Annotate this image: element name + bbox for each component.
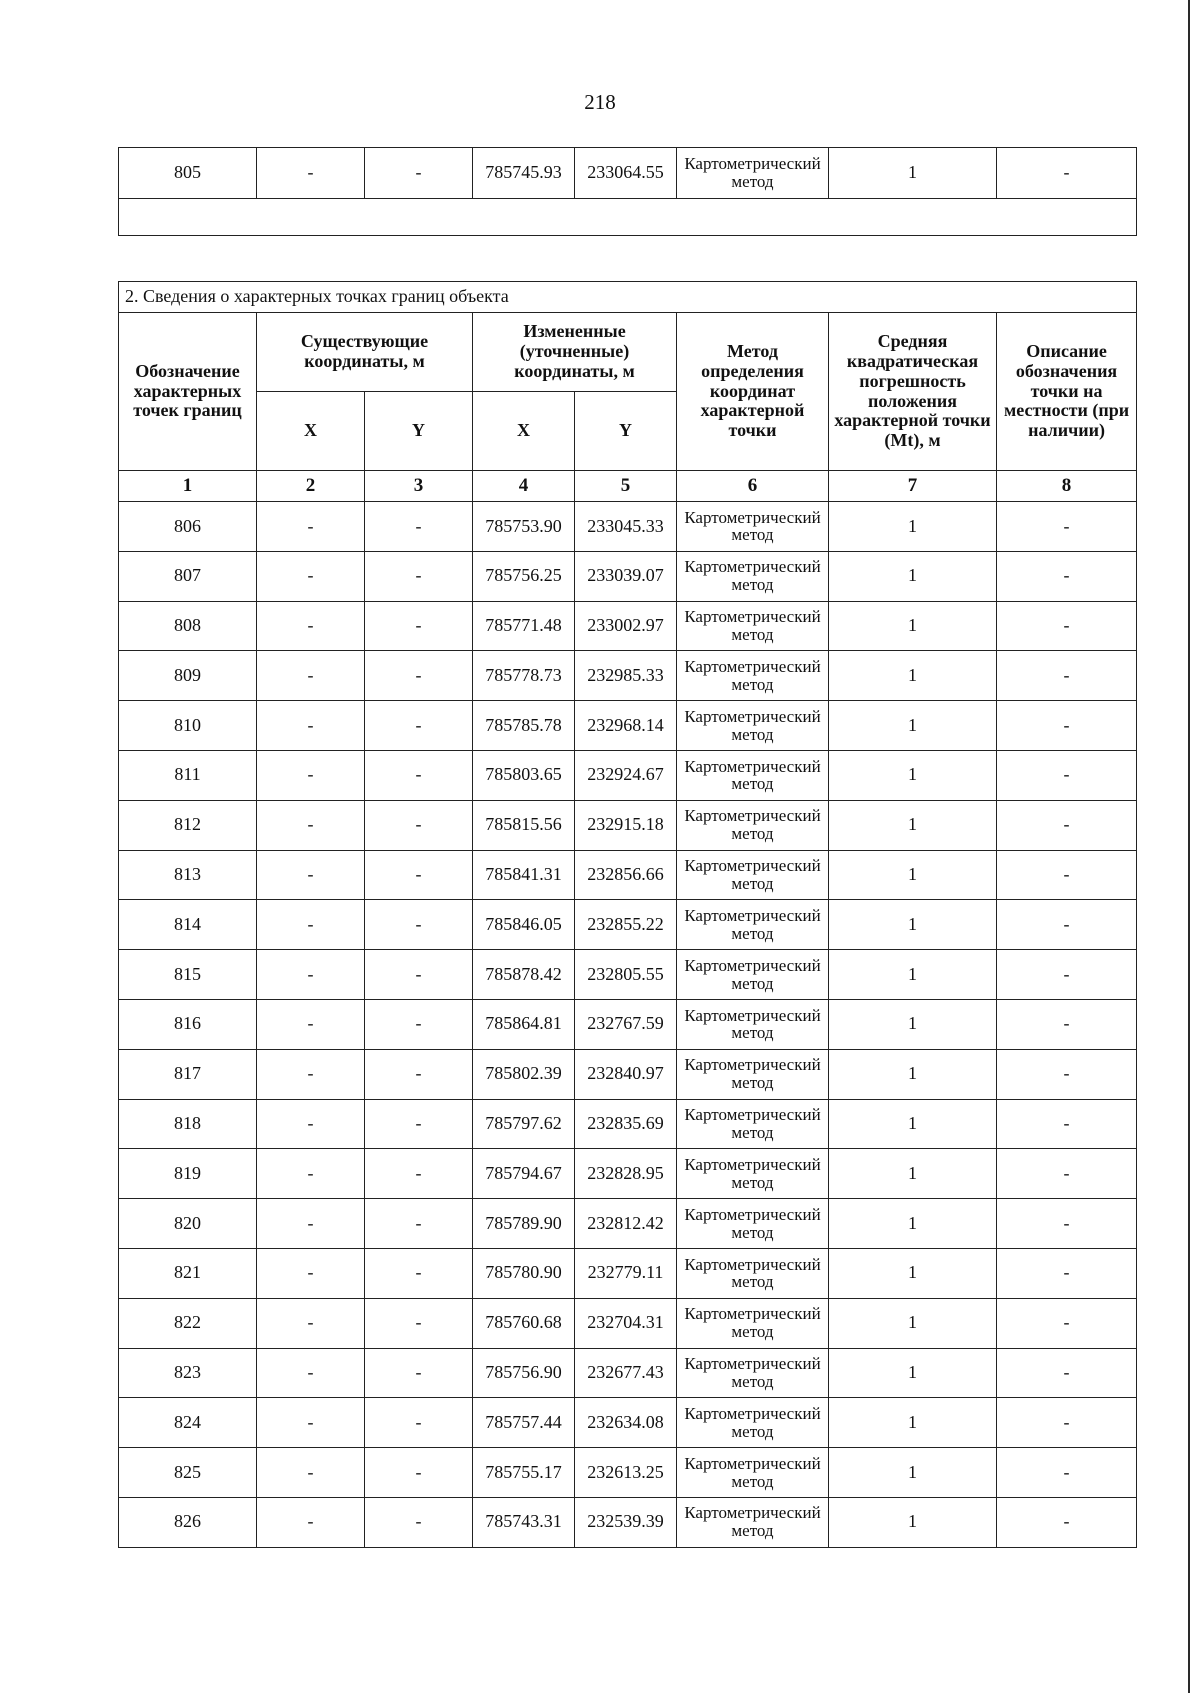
cell-x-existing: - (257, 850, 365, 900)
cell-method: Картометрический метод (677, 950, 829, 1000)
cell-point: 819 (119, 1149, 257, 1199)
cell-y-changed: 232779.11 (575, 1248, 677, 1298)
table-row (119, 551, 1137, 601)
cell-mt: 1 (829, 850, 997, 900)
cell-point: 825 (119, 1448, 257, 1498)
column-number: 2 (257, 471, 365, 502)
cell-x-existing: - (257, 1248, 365, 1298)
cell-y-existing: - (365, 651, 473, 701)
cell-method: Картометрический метод (677, 1448, 829, 1498)
cell-mt: 1 (829, 701, 997, 751)
cell-y-changed: 232613.25 (575, 1448, 677, 1498)
cell-x-changed: 785745.93 (473, 148, 575, 199)
table-row (119, 701, 1137, 751)
continuation-table (118, 147, 1137, 236)
table-row (119, 850, 1137, 900)
cell-y-changed: 232985.33 (575, 651, 677, 701)
cell-mt: 1 (829, 1099, 997, 1149)
cell-mt: 1 (829, 1248, 997, 1298)
cell-y-existing: - (365, 1298, 473, 1348)
cell-y-existing: - (365, 601, 473, 651)
cell-method: Картометрический метод (677, 1348, 829, 1398)
cell-point: 821 (119, 1248, 257, 1298)
cell-description: - (997, 1398, 1137, 1448)
cell-y-changed: 233064.55 (575, 148, 677, 199)
cell-description: - (997, 900, 1137, 950)
cell-y-existing: - (365, 1199, 473, 1249)
cell-y-changed: 232812.42 (575, 1199, 677, 1249)
cell-x-changed: 785785.78 (473, 701, 575, 751)
cell-method: Картометрический метод (677, 800, 829, 850)
cell-mt: 1 (829, 1199, 997, 1249)
cell-point: 824 (119, 1398, 257, 1448)
cell-mt: 1 (829, 999, 997, 1049)
cell-x-changed: 785789.90 (473, 1199, 575, 1249)
boundary-points-table (118, 281, 1137, 1548)
cell-y-changed: 232855.22 (575, 900, 677, 950)
column-number: 5 (575, 471, 677, 502)
cell-mt: 1 (829, 1298, 997, 1348)
cell-y-changed: 232828.95 (575, 1149, 677, 1199)
cell-y-existing: - (365, 551, 473, 601)
cell-y-existing: - (365, 1248, 473, 1298)
table-row (119, 601, 1137, 651)
cell-x-existing: - (257, 1149, 365, 1199)
table-row (119, 1448, 1137, 1498)
cell-x-existing: - (257, 800, 365, 850)
cell-y-changed: 232677.43 (575, 1348, 677, 1398)
cell-y-existing: - (365, 1398, 473, 1448)
header-point: Обозначение характерных точек границ (119, 313, 257, 471)
cell-method: Картометрический метод (677, 1099, 829, 1149)
cell-x-existing: - (257, 1398, 365, 1448)
cell-y-existing: - (365, 1049, 473, 1099)
table-row (119, 1049, 1137, 1099)
column-number: 4 (473, 471, 575, 502)
table-row (119, 1497, 1137, 1547)
cell-x-existing: - (257, 1448, 365, 1498)
cell-y-changed: 232805.55 (575, 950, 677, 1000)
cell-description: - (997, 1348, 1137, 1398)
cell-x-existing: - (257, 1049, 365, 1099)
table-row (119, 1248, 1137, 1298)
header-mt: Средняя квадратическая погрешность положения характерной точки (Mt), м (829, 313, 997, 471)
cell-mt: 1 (829, 651, 997, 701)
cell-y-existing: - (365, 850, 473, 900)
cell-description: - (997, 1049, 1137, 1099)
table-row (119, 900, 1137, 950)
cell-x-existing: - (257, 148, 365, 199)
cell-mt: 1 (829, 148, 997, 199)
cell-method: Картометрический метод (677, 502, 829, 552)
cell-x-existing: - (257, 701, 365, 751)
cell-x-changed: 785743.31 (473, 1497, 575, 1547)
table-row (119, 800, 1137, 850)
cell-description: - (997, 551, 1137, 601)
cell-description: - (997, 800, 1137, 850)
cell-y-changed: 233039.07 (575, 551, 677, 601)
cell-mt: 1 (829, 601, 997, 651)
table-row (119, 1298, 1137, 1348)
cell-point: 814 (119, 900, 257, 950)
cell-x-changed: 785753.90 (473, 502, 575, 552)
cell-point: 807 (119, 551, 257, 601)
cell-mt: 1 (829, 750, 997, 800)
table-row (119, 1348, 1137, 1398)
cell-method: Картометрический метод (677, 1298, 829, 1348)
cell-y-existing: - (365, 800, 473, 850)
cell-method: Картометрический метод (677, 601, 829, 651)
cell-method: Картометрический метод (677, 551, 829, 601)
cell-y-changed: 232915.18 (575, 800, 677, 850)
section-title: 2. Сведения о характерных точках границ объекта (119, 282, 1137, 313)
cell-description: - (997, 1448, 1137, 1498)
cell-point: 806 (119, 502, 257, 552)
cell-x-existing: - (257, 1298, 365, 1348)
cell-description: - (997, 1199, 1137, 1249)
cell-mt: 1 (829, 502, 997, 552)
cell-x-changed: 785755.17 (473, 1448, 575, 1498)
table-row (119, 1398, 1137, 1448)
header-description: Описание обозначения точки на местности (при наличии) (997, 313, 1137, 471)
cell-point: 818 (119, 1099, 257, 1149)
cell-mt: 1 (829, 900, 997, 950)
table-row (119, 1099, 1137, 1149)
cell-description: - (997, 1497, 1137, 1547)
table-row (119, 1199, 1137, 1249)
cell-x-changed: 785756.25 (473, 551, 575, 601)
cell-method: Картометрический метод (677, 1149, 829, 1199)
cell-y-changed: 233045.33 (575, 502, 677, 552)
table-row-805 (119, 148, 1137, 199)
cell-y-existing: - (365, 750, 473, 800)
cell-x-changed: 785757.44 (473, 1398, 575, 1448)
cell-y-existing: - (365, 1099, 473, 1149)
cell-method: Картометрический метод (677, 850, 829, 900)
cell-description: - (997, 950, 1137, 1000)
cell-y-existing: - (365, 900, 473, 950)
header-x-changed: X (473, 392, 575, 471)
cell-method: Картометрический метод (677, 148, 829, 199)
cell-y-existing: - (365, 1348, 473, 1398)
cell-method: Картометрический метод (677, 701, 829, 751)
cell-mt: 1 (829, 1348, 997, 1398)
cell-x-existing: - (257, 999, 365, 1049)
column-number: 3 (365, 471, 473, 502)
header-changed: Измененные (уточненные) координаты, м (473, 313, 677, 392)
header-y-existing: Y (365, 392, 473, 471)
cell-description: - (997, 1298, 1137, 1348)
cell-description: - (997, 701, 1137, 751)
cell-x-changed: 785771.48 (473, 601, 575, 651)
cell-description: - (997, 1099, 1137, 1149)
cell-point: 808 (119, 601, 257, 651)
cell-y-existing: - (365, 1497, 473, 1547)
table-row (119, 651, 1137, 701)
column-number: 8 (997, 471, 1137, 502)
header-y-changed: Y (575, 392, 677, 471)
column-numbers-row (119, 471, 1137, 502)
cell-mt: 1 (829, 950, 997, 1000)
cell-method: Картометрический метод (677, 900, 829, 950)
cell-y-existing: - (365, 1149, 473, 1199)
cell-point: 812 (119, 800, 257, 850)
cell-method: Картометрический метод (677, 1199, 829, 1249)
cell-method: Картометрический метод (677, 1248, 829, 1298)
cell-x-existing: - (257, 1199, 365, 1249)
cell-point: 810 (119, 701, 257, 751)
cell-x-changed: 785756.90 (473, 1348, 575, 1398)
cell-y-changed: 232856.66 (575, 850, 677, 900)
table-row (119, 502, 1137, 552)
cell-x-existing: - (257, 750, 365, 800)
header-method: Метод определения координат характерной точки (677, 313, 829, 471)
cell-x-existing: - (257, 1099, 365, 1149)
table-row (119, 750, 1137, 800)
cell-y-changed: 232634.08 (575, 1398, 677, 1448)
header-existing: Существующие координаты, м (257, 313, 473, 392)
cell-x-existing: - (257, 900, 365, 950)
cell-mt: 1 (829, 1497, 997, 1547)
cell-point: 817 (119, 1049, 257, 1099)
table-row (119, 950, 1137, 1000)
cell-description: - (997, 502, 1137, 552)
page-edge-line (1188, 0, 1190, 1693)
cell-point: 816 (119, 999, 257, 1049)
cell-point: 815 (119, 950, 257, 1000)
cell-description: - (997, 651, 1137, 701)
cell-x-changed: 785794.67 (473, 1149, 575, 1199)
cell-point: 811 (119, 750, 257, 800)
cell-y-changed: 233002.97 (575, 601, 677, 651)
cell-mt: 1 (829, 1149, 997, 1199)
cell-y-existing: - (365, 950, 473, 1000)
cell-y-changed: 232924.67 (575, 750, 677, 800)
cell-y-existing: - (365, 502, 473, 552)
cell-y-changed: 232539.39 (575, 1497, 677, 1547)
cell-mt: 1 (829, 551, 997, 601)
cell-y-existing: - (365, 148, 473, 199)
cell-point: 809 (119, 651, 257, 701)
cell-method: Картометрический метод (677, 1398, 829, 1448)
cell-point: 822 (119, 1298, 257, 1348)
cell-x-changed: 785846.05 (473, 900, 575, 950)
cell-mt: 1 (829, 800, 997, 850)
cell-y-changed: 232767.59 (575, 999, 677, 1049)
column-number: 1 (119, 471, 257, 502)
table-row (119, 999, 1137, 1049)
cell-description: - (997, 999, 1137, 1049)
cell-point: 805 (119, 148, 257, 199)
cell-x-changed: 785760.68 (473, 1298, 575, 1348)
cell-x-existing: - (257, 1348, 365, 1398)
page-number: 218 (584, 90, 616, 114)
blank-row (119, 199, 1137, 236)
blank-cell (119, 199, 1137, 236)
cell-mt: 1 (829, 1398, 997, 1448)
cell-mt: 1 (829, 1049, 997, 1099)
header-x-existing: X (257, 392, 365, 471)
cell-point: 823 (119, 1348, 257, 1398)
cell-point: 826 (119, 1497, 257, 1547)
cell-description: - (997, 1248, 1137, 1298)
table-row (119, 1149, 1137, 1199)
cell-x-existing: - (257, 950, 365, 1000)
cell-description: - (997, 1149, 1137, 1199)
cell-point: 813 (119, 850, 257, 900)
cell-method: Картометрический метод (677, 1497, 829, 1547)
cell-mt: 1 (829, 1448, 997, 1498)
cell-description: - (997, 850, 1137, 900)
cell-y-changed: 232704.31 (575, 1298, 677, 1348)
cell-x-changed: 785778.73 (473, 651, 575, 701)
cell-x-changed: 785797.62 (473, 1099, 575, 1149)
cell-x-existing: - (257, 1497, 365, 1547)
cell-x-changed: 785815.56 (473, 800, 575, 850)
cell-x-changed: 785841.31 (473, 850, 575, 900)
cell-description: - (997, 750, 1137, 800)
cell-x-existing: - (257, 502, 365, 552)
cell-point: 820 (119, 1199, 257, 1249)
cell-x-existing: - (257, 551, 365, 601)
column-number: 6 (677, 471, 829, 502)
cell-y-changed: 232835.69 (575, 1099, 677, 1149)
cell-x-existing: - (257, 651, 365, 701)
cell-x-existing: - (257, 601, 365, 651)
cell-description: - (997, 601, 1137, 651)
cell-x-changed: 785864.81 (473, 999, 575, 1049)
cell-y-existing: - (365, 701, 473, 751)
cell-method: Картометрический метод (677, 1049, 829, 1099)
cell-y-existing: - (365, 1448, 473, 1498)
cell-y-changed: 232840.97 (575, 1049, 677, 1099)
cell-x-changed: 785780.90 (473, 1248, 575, 1298)
cell-x-changed: 785802.39 (473, 1049, 575, 1099)
cell-method: Картометрический метод (677, 750, 829, 800)
cell-y-existing: - (365, 999, 473, 1049)
cell-x-changed: 785803.65 (473, 750, 575, 800)
cell-y-changed: 232968.14 (575, 701, 677, 751)
column-number: 7 (829, 471, 997, 502)
cell-x-changed: 785878.42 (473, 950, 575, 1000)
cell-method: Картометрический метод (677, 651, 829, 701)
cell-method: Картометрический метод (677, 999, 829, 1049)
cell-description: - (997, 148, 1137, 199)
